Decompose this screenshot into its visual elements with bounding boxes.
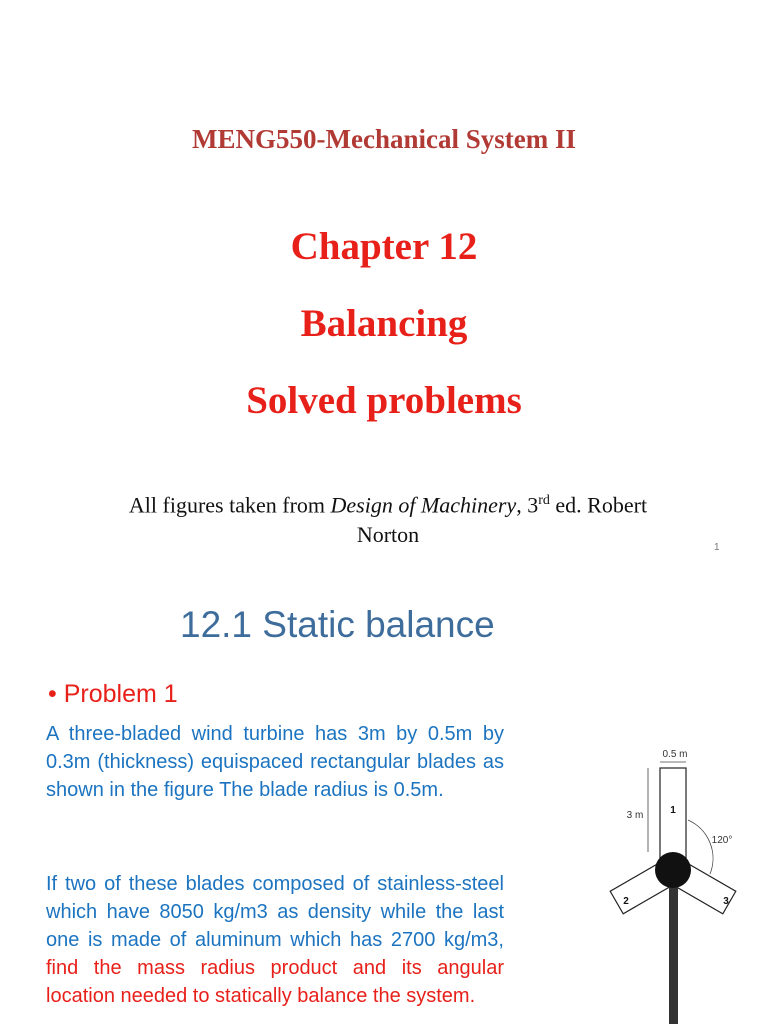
question-context: If two of these blades composed of stainless-steel which have 8050 kg/m3 as density while the last one is made of aluminum which has 2700 kg/m3, bbox=[46, 873, 504, 951]
question-task: find the mass radius product and its angular location needed to statically balance the system. bbox=[46, 957, 504, 1007]
credit-prefix: All figures taken from bbox=[128, 492, 331, 518]
turbine-tower bbox=[669, 882, 678, 1024]
bullet-icon: • bbox=[48, 680, 57, 708]
credit-suffix: ed. Robert bbox=[549, 492, 648, 518]
section-title: 12.1 Static balance bbox=[180, 604, 495, 645]
slide-number: 1 bbox=[714, 542, 720, 553]
credit-edition-sup: rd bbox=[538, 493, 550, 508]
slide-subtitle: Solved problems bbox=[246, 379, 522, 422]
book-title: Design of Machinery bbox=[330, 492, 517, 518]
blade-3-label: 3 bbox=[723, 896, 729, 907]
turbine-hub bbox=[655, 852, 691, 888]
problem-heading bbox=[48, 680, 178, 709]
blade-1-label: 1 bbox=[670, 805, 676, 816]
credit-edition: , 3 bbox=[516, 492, 539, 518]
course-title: MENG550-Mechanical System II bbox=[192, 124, 576, 154]
width-label: 0.5 m bbox=[662, 749, 688, 760]
wind-turbine-figure bbox=[580, 742, 768, 1024]
blade-2-label: 2 bbox=[623, 896, 629, 907]
figure-credit bbox=[60, 486, 716, 550]
problem-label: Problem 1 bbox=[63, 680, 178, 708]
angle-label: 120° bbox=[711, 835, 733, 846]
length-label: 3 m bbox=[626, 810, 644, 821]
problem-question bbox=[46, 870, 504, 1010]
chapter-title: Chapter 12 bbox=[290, 225, 478, 268]
topic-title: Balancing bbox=[300, 302, 468, 345]
problem-description: A three-bladed wind turbine has 3m by 0.5m by 0.3m (thickness) equispaced rectangular blades as shown in the figure The blade radius is 0.5m. bbox=[46, 723, 504, 801]
credit-author: Norton bbox=[356, 522, 420, 548]
